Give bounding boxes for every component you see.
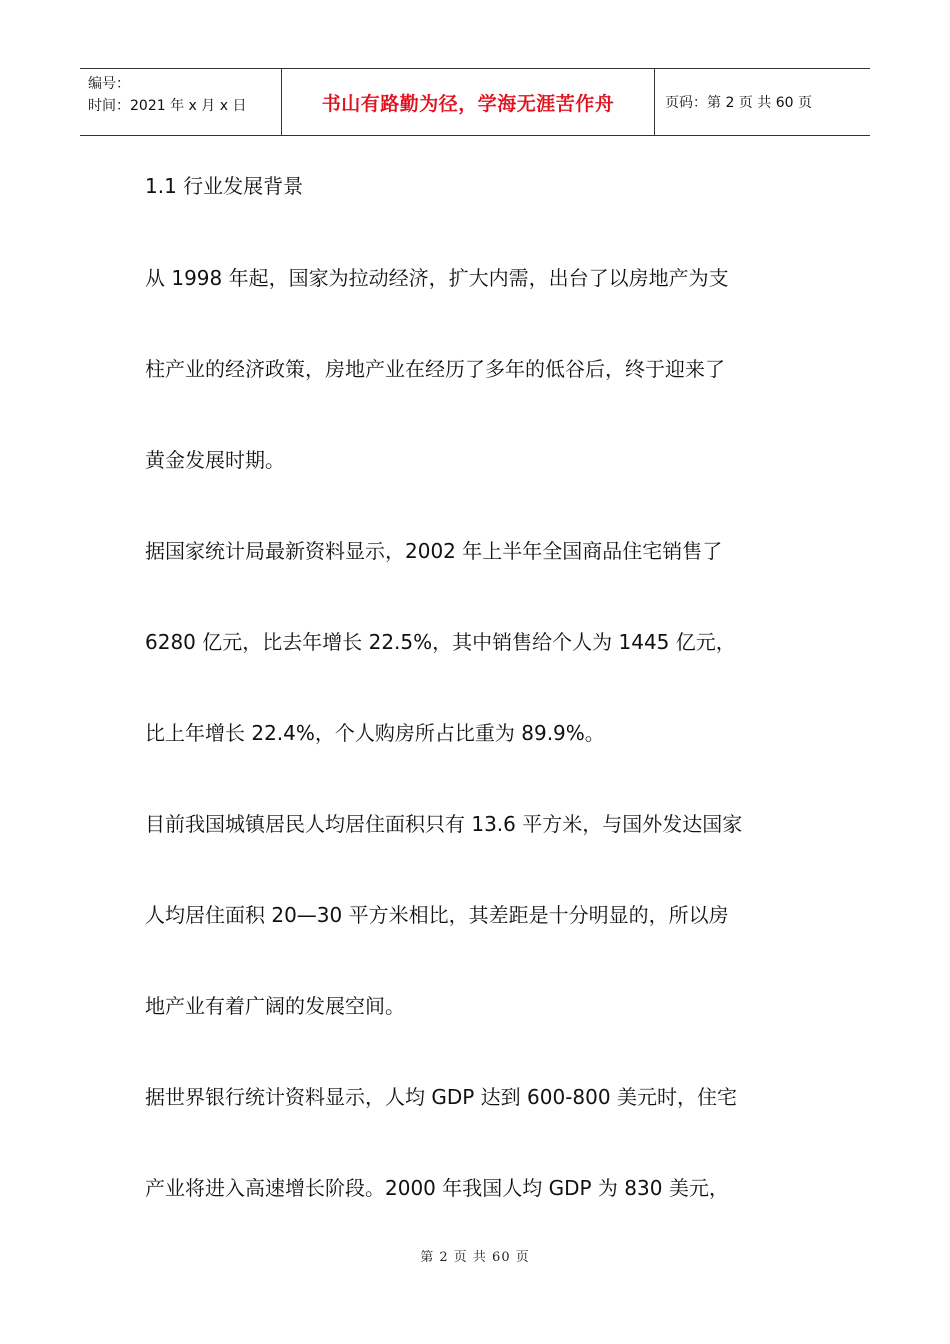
document-number-label: 编号：	[88, 76, 130, 92]
body-line: 比上年增长 22.4%，个人购房所占比重为 89.9%。	[145, 721, 605, 745]
document-body	[145, 170, 825, 1263]
header-page-info: 页码：第 2 页 共 60 页	[665, 95, 812, 111]
page-footer: 第 2 页 共 60 页	[420, 1250, 530, 1265]
body-line: 黄金发展时期。	[145, 448, 285, 472]
document-date: 时间：2021 年 x 月 x 日	[88, 98, 247, 114]
header-meta	[80, 69, 282, 135]
body-line: 产业将进入高速增长阶段。2000 年我国人均 GDP 为 830 美元，	[145, 1176, 729, 1200]
body-line: 目前我国城镇居民人均居住面积只有 13.6 平方米，与国外发达国家	[145, 812, 743, 836]
section-heading: 1.1 行业发展背景	[145, 174, 304, 198]
body-line: 6280 亿元，比去年增长 22.5%，其中销售给个人为 1445 亿元，	[145, 630, 736, 654]
body-line: 据国家统计局最新资料显示，2002 年上半年全国商品住宅销售了	[145, 539, 723, 563]
body-line: 据世界银行统计资料显示，人均 GDP 达到 600-800 美元时，住宅	[145, 1085, 737, 1109]
header-motto: 书山有路勤为径，学海无涯苦作舟	[282, 69, 655, 135]
body-line: 柱产业的经济政策，房地产业在经历了多年的低谷后，终于迎来了	[145, 357, 725, 381]
body-line: 地产业有着广阔的发展空间。	[145, 994, 405, 1018]
body-line: 人均居住面积 20—30 平方米相比，其差距是十分明显的，所以房	[145, 903, 729, 927]
document-header	[80, 68, 870, 136]
body-line: 从 1998 年起，国家为拉动经济，扩大内需，出台了以房地产为支	[145, 266, 729, 290]
